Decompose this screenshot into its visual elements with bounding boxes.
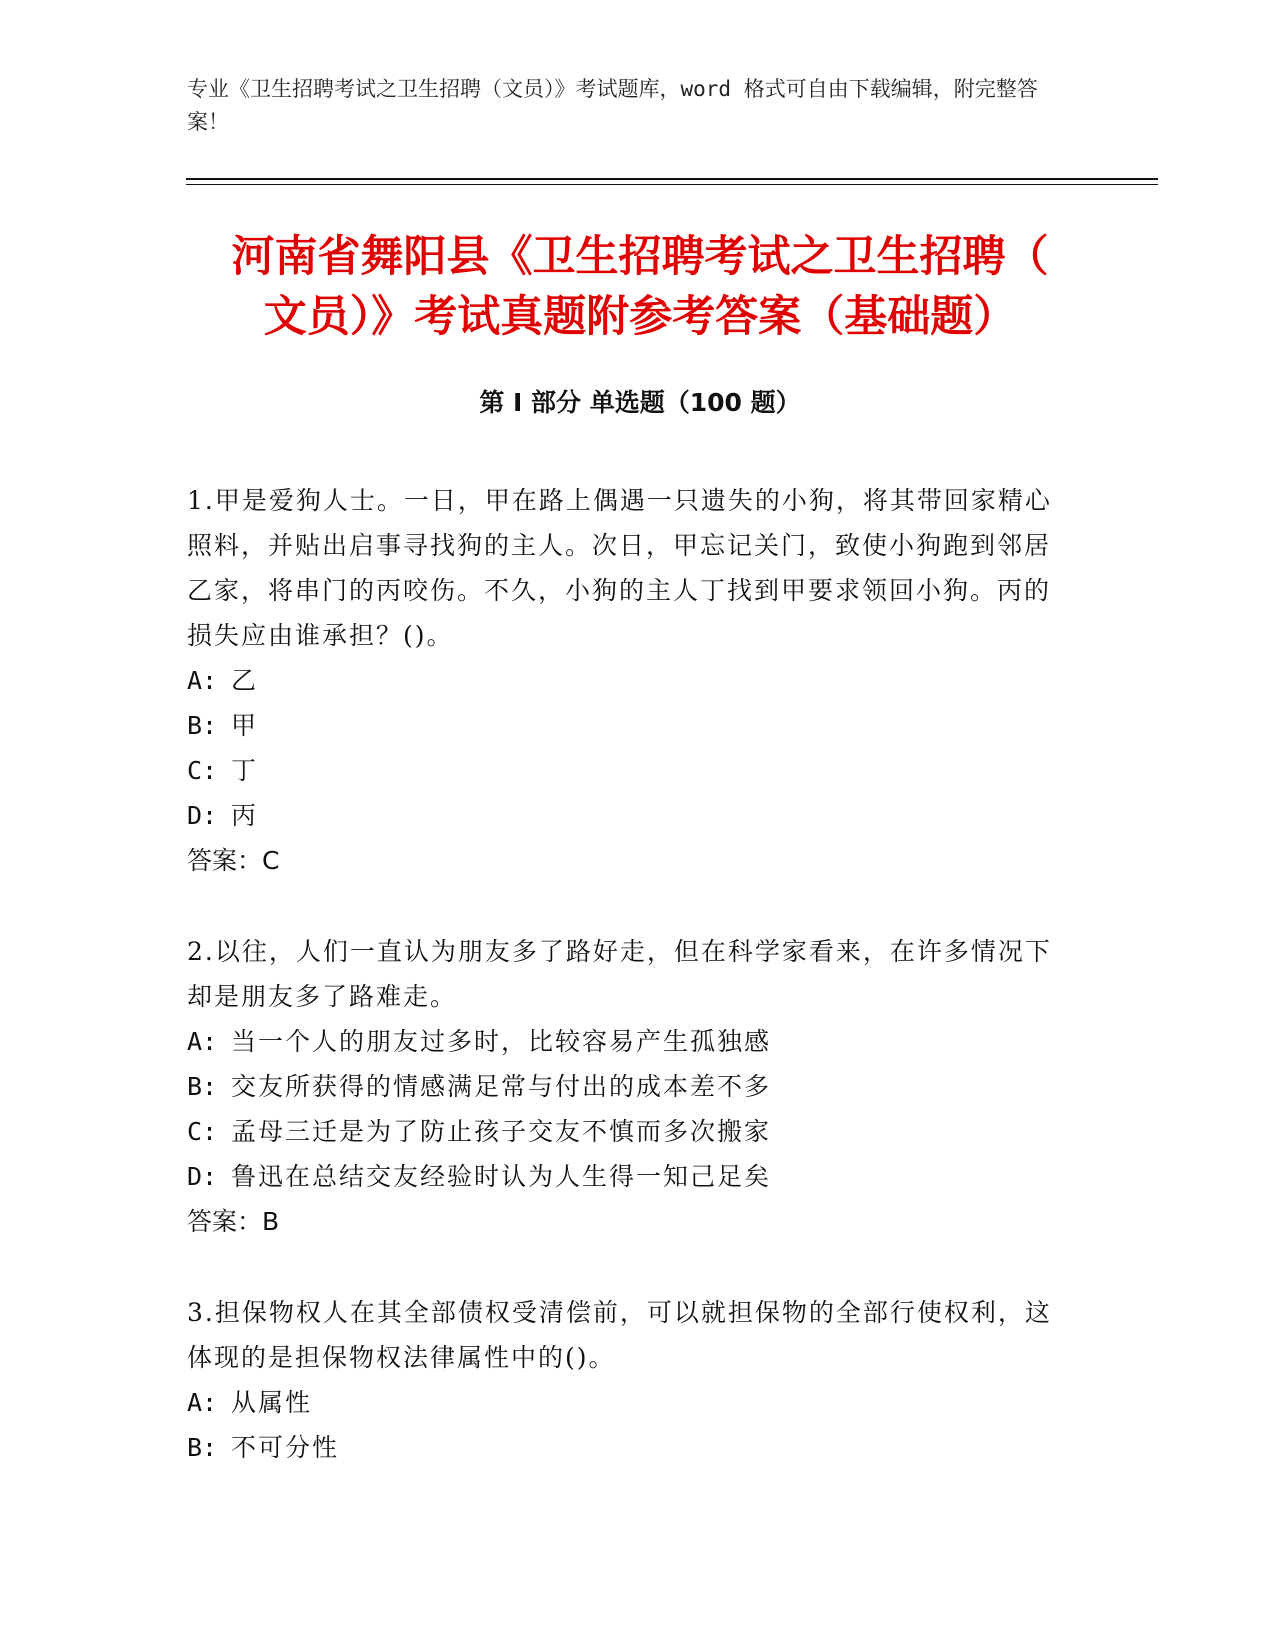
option-text: 乙 (231, 666, 259, 695)
document-title-line-1: 河南省舞阳县《卫生招聘考试之卫生招聘（ (231, 232, 1049, 282)
question-3-option-b (187, 1425, 1067, 1470)
question-1-option-d (187, 793, 1067, 838)
question-2-option-a (187, 1019, 1067, 1064)
option-text: 甲 (231, 711, 259, 740)
question-1 (187, 478, 1067, 883)
option-text: 不可分性 (231, 1433, 340, 1462)
option-letter: D: (187, 1162, 218, 1191)
option-letter: A: (187, 1388, 218, 1417)
document-title (180, 227, 1100, 347)
option-letter: C: (187, 756, 218, 785)
option-letter: B: (187, 1072, 218, 1101)
question-1-text: 1.甲是爱狗人士。一日，甲在路上偶遇一只遗失的小狗，将其带回家精心照料，并贴出启事寻找狗的主人。次日，甲忘记关门，致使小狗跑到邻居乙家，将串门的丙咬伤。不久，小狗的主人丁找到甲要求领回小狗。丙的损失应由谁承担？()。 (187, 486, 1052, 650)
question-2-answer: 答案：B (187, 1207, 280, 1236)
option-letter: B: (187, 1433, 218, 1462)
option-text: 鲁迅在总结交友经验时认为人生得一知己足矣 (231, 1162, 772, 1191)
question-2 (187, 929, 1067, 1244)
header-rule-thin (186, 184, 1158, 185)
question-2-option-c (187, 1109, 1067, 1154)
question-2-option-b (187, 1064, 1067, 1109)
header-note: 专业《卫生招聘考试之卫生招聘（文员）》考试题库，word 格式可自由下载编辑，附完整答案！ (187, 77, 1038, 134)
question-1-option-b (187, 703, 1067, 748)
question-2-text: 2.以往，人们一直认为朋友多了路好走，但在科学家看来，在许多情况下却是朋友多了路难走。 (187, 937, 1052, 1011)
option-text: 交友所获得的情感满足常与付出的成本差不多 (231, 1072, 772, 1101)
option-letter: A: (187, 666, 218, 695)
option-letter: D: (187, 801, 218, 830)
option-letter: A: (187, 1027, 218, 1056)
option-text: 丙 (231, 801, 259, 830)
question-list (187, 478, 1067, 1516)
option-letter: B: (187, 711, 218, 740)
header-rule-thick (186, 178, 1158, 180)
question-3-text: 3.担保物权人在其全部债权受清偿前，可以就担保物的全部行使权利，这体现的是担保物权法律属性中的()。 (187, 1298, 1052, 1372)
question-3 (187, 1290, 1067, 1470)
question-1-option-a (187, 658, 1067, 703)
option-text: 孟母三迁是为了防止孩子交友不慎而多次搬家 (231, 1117, 772, 1146)
question-2-option-d (187, 1154, 1067, 1199)
section-title: 第 I 部分 单选题（100 题） (479, 388, 801, 417)
option-letter: C: (187, 1117, 218, 1146)
question-1-answer: 答案：C (187, 846, 280, 875)
option-text: 当一个人的朋友过多时，比较容易产生孤独感 (231, 1027, 772, 1056)
option-text: 丁 (231, 756, 259, 785)
option-text: 从属性 (231, 1388, 313, 1417)
question-1-option-c (187, 748, 1067, 793)
question-3-option-a (187, 1380, 1067, 1425)
document-title-line-2: 文员）》考试真题附参考答案（基础题） (263, 292, 1017, 342)
